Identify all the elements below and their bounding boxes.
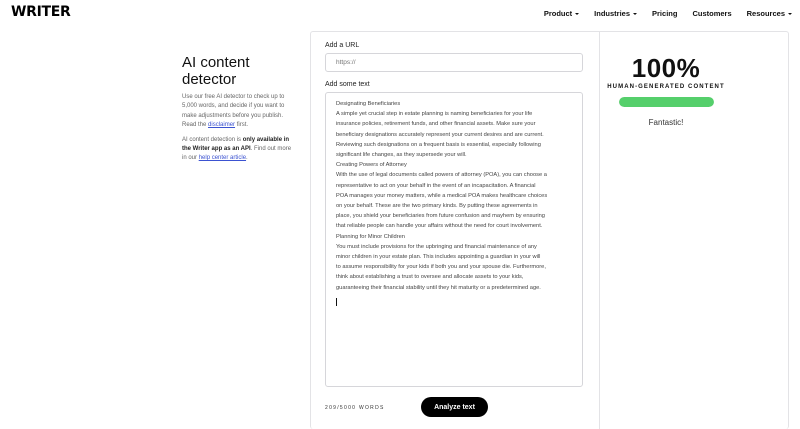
api-text-mid: . Find out more in our xyxy=(182,146,292,162)
text-line: You must include provisions for the upbringing and financial maintenance of any xyxy=(336,243,537,250)
intro-text: Use our free AI detector to check up to 5,000 words, and decide if you want to make adjustments before you publish. Read the xyxy=(182,94,285,129)
text-line: Designating Beneficiaries xyxy=(336,101,401,107)
nav-industries-label: Industries xyxy=(594,9,631,18)
title-line-1: AI content xyxy=(182,54,250,71)
nav-pricing-label: Pricing xyxy=(652,9,678,18)
intro-paragraph xyxy=(182,93,294,131)
score-bar-fill xyxy=(619,97,714,107)
url-label: Add a URL xyxy=(325,42,360,49)
analyze-text-button[interactable]: Analyze text xyxy=(421,397,488,417)
text-line: think about establishing a trust to oversee and allocate assets to your kids, xyxy=(336,274,524,281)
text-line: minor children in your estate plan. This includes appointing a guardian in your will xyxy=(336,254,541,261)
text-line: significant life changes, as they supersede your will. xyxy=(336,152,467,159)
text-line: that reliable people can handle your affairs without the need for court involvement. xyxy=(336,223,543,230)
score-percent: 100% xyxy=(631,53,701,83)
api-paragraph xyxy=(182,136,294,164)
intro-text-end: first. xyxy=(235,122,249,129)
chevron-down-icon xyxy=(575,13,579,15)
text-line: POA manages your money matters, while a medical POA makes healthcare choices xyxy=(336,192,548,199)
text-line: Creating Powers of Attorney xyxy=(336,162,407,169)
writer-logo[interactable]: WRITER xyxy=(11,4,71,20)
word-count: 209/5000 WORDS xyxy=(325,405,385,411)
title-line-2: detector xyxy=(182,71,237,88)
disclaimer-link[interactable]: disclaimer xyxy=(208,122,236,129)
url-input[interactable] xyxy=(325,53,583,72)
api-bold-text: only available in the Writer app as an API xyxy=(182,136,290,153)
text-line: insurance policies, retirement funds, and other financial assets. Make sure your xyxy=(336,121,536,128)
chevron-down-icon xyxy=(788,13,792,15)
text-label: Add some text xyxy=(325,81,370,88)
text-line: representative to act on your behalf in the event of an incapacitation. A financial xyxy=(336,182,536,189)
card-divider xyxy=(599,31,600,429)
verdict-text: Fantastic! xyxy=(648,118,684,127)
api-text-end: . xyxy=(246,155,248,162)
text-line: Planning for Minor Children xyxy=(336,233,405,240)
text-line: to assume responsibility for your kids if both you and your spouse die. Furthermore, xyxy=(336,264,546,271)
nav-resources[interactable] xyxy=(747,9,792,18)
api-text: AI content detection is xyxy=(182,136,243,143)
score-label: HUMAN-GENERATED CONTENT xyxy=(607,84,725,90)
chevron-down-icon xyxy=(633,13,637,15)
score-bar xyxy=(619,97,714,107)
main-nav xyxy=(529,9,792,18)
content-textarea[interactable] xyxy=(325,92,583,387)
text-content xyxy=(336,99,572,293)
page-title xyxy=(182,54,294,88)
top-header xyxy=(0,0,800,28)
text-line: on your behalf. These are the two primary kinds. By putting these agreements in xyxy=(336,203,538,210)
nav-product-label: Product xyxy=(543,9,573,18)
nav-industries[interactable] xyxy=(594,9,637,18)
text-cursor xyxy=(336,298,337,306)
text-line: With the use of legal documents called powers of attorney (POA), you can choose a xyxy=(336,172,547,179)
nav-product[interactable] xyxy=(544,9,579,18)
text-line: beneficiary designations accurately represent your current desires and are current. xyxy=(336,131,544,138)
nav-customers-label: Customers xyxy=(692,9,732,18)
text-line: Reviewing such designations on a frequent basis is essential, especially following xyxy=(336,141,541,148)
help-center-link[interactable]: help center article xyxy=(198,155,247,162)
nav-customers[interactable] xyxy=(692,9,731,18)
detector-info xyxy=(182,54,294,169)
text-line: place, you shield your beneficiaries from future confusion and mayhem by ensuring xyxy=(336,213,545,220)
text-line: A simple yet crucial step in estate planning is naming beneficiaries for your life xyxy=(336,111,533,118)
nav-pricing[interactable] xyxy=(652,9,677,18)
text-line: guaranteeing their financial stability until they hit maturity or a predetermined age. xyxy=(336,284,541,291)
nav-resources-label: Resources xyxy=(746,9,785,18)
